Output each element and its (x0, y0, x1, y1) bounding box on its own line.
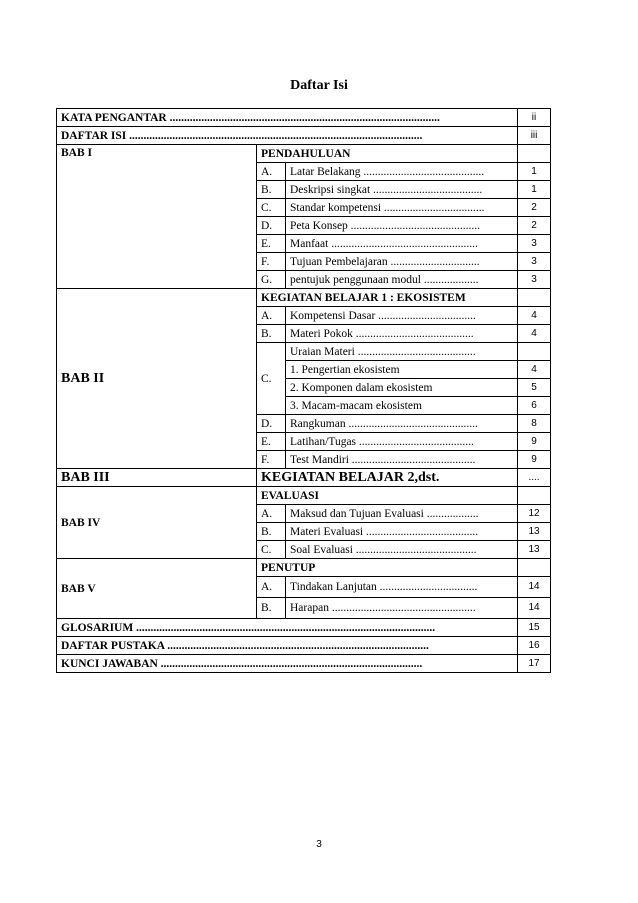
page-number: 3 (316, 839, 322, 850)
item-text: Uraian Materi ......................................... (286, 343, 518, 361)
toc-page-number (518, 145, 551, 163)
chapter-label-bab3: BAB III (57, 469, 257, 487)
item-text: Kompetensi Dasar .................................. (286, 307, 518, 325)
toc-page-number: 14 (518, 577, 551, 598)
chapter-heading: KEGIATAN BELAJAR 1 : EKOSISTEM (257, 289, 518, 307)
toc-page-number: 3 (518, 235, 551, 253)
item-letter: F. (257, 451, 286, 469)
table-of-contents (56, 108, 551, 673)
item-letter: E. (257, 433, 286, 451)
toc-page-number (518, 487, 551, 505)
item-text: Deskripsi singkat ...................................... (286, 181, 518, 199)
toc-label: KUNCI JAWABAN ........................................................................................... (57, 655, 518, 673)
item-letter: A. (257, 163, 286, 181)
item-text: Manfaat ................................................... (286, 235, 518, 253)
toc-page-number: 2 (518, 199, 551, 217)
item-letter: A. (257, 307, 286, 325)
page-title: Daftar Isi (290, 78, 348, 93)
item-text: Tindakan Lanjutan .................................. (286, 577, 518, 598)
item-text: Materi Evaluasi ....................................... (286, 523, 518, 541)
item-letter: C. (257, 199, 286, 217)
item-letter: F. (257, 253, 286, 271)
item-letter: B. (257, 598, 286, 619)
chapter-label-bab1: BAB I (57, 145, 257, 289)
toc-page-number: 4 (518, 361, 551, 379)
toc-row-bab4-heading (57, 487, 551, 505)
toc-page-number: 9 (518, 451, 551, 469)
item-text: Latihan/Tugas ........................................ (286, 433, 518, 451)
item-letter: A. (257, 505, 286, 523)
toc-label: DAFTAR PUSTAKA ........................................................................................... (57, 637, 518, 655)
toc-page-number: .... (518, 469, 551, 487)
item-text: Soal Evaluasi .......................................... (286, 541, 518, 559)
toc-page-number (518, 289, 551, 307)
toc-page-number: 3 (518, 271, 551, 289)
item-text: Test Mandiri ........................................... (286, 451, 518, 469)
toc-page-number (518, 343, 551, 361)
item-text: Maksud dan Tujuan Evaluasi .................. (286, 505, 518, 523)
item-letter: D. (257, 415, 286, 433)
toc-page-number: 2 (518, 217, 551, 235)
toc-page-number: 17 (518, 655, 551, 673)
chapter-label-bab4: BAB IV (57, 487, 257, 559)
item-text: Latar Belakang .......................................... (286, 163, 518, 181)
item-letter: G. (257, 271, 286, 289)
toc-page-number: 13 (518, 541, 551, 559)
toc-label: GLOSARIUM ........................................................................................................ (57, 619, 518, 637)
item-text: Tujuan Pembelajaran ............................... (286, 253, 518, 271)
item-letter: B. (257, 181, 286, 199)
chapter-heading: PENDAHULUAN (257, 145, 518, 163)
chapter-label-bab2: BAB II (57, 289, 257, 469)
item-letter: D. (257, 217, 286, 235)
toc-page-number: 5 (518, 379, 551, 397)
item-text: Rangkuman ............................................. (286, 415, 518, 433)
toc-page-number: 4 (518, 325, 551, 343)
toc-page-number: 6 (518, 397, 551, 415)
toc-page-number: 12 (518, 505, 551, 523)
item-letter: E. (257, 235, 286, 253)
chapter-heading: PENUTUP (257, 559, 518, 577)
toc-page-number: 9 (518, 433, 551, 451)
toc-page-number: 1 (518, 163, 551, 181)
toc-page-number: 3 (518, 253, 551, 271)
toc-page-number: 8 (518, 415, 551, 433)
toc-page-number: iii (518, 127, 551, 145)
toc-label: DAFTAR ISI ...................................................................................................... (57, 127, 518, 145)
toc-row-kunci-jawaban (57, 655, 551, 673)
toc-row-kata-pengantar (57, 109, 551, 127)
toc-row-bab2-heading (57, 289, 551, 307)
item-letter: B. (257, 523, 286, 541)
toc-page-number: 1 (518, 181, 551, 199)
item-letter: A. (257, 577, 286, 598)
item-letter: B. (257, 325, 286, 343)
toc-row-daftar-isi (57, 127, 551, 145)
chapter-label-bab5: BAB V (57, 559, 257, 619)
toc-row-glosarium (57, 619, 551, 637)
chapter-heading: KEGIATAN BELAJAR 2,dst. (257, 469, 518, 487)
toc-page-number: 15 (518, 619, 551, 637)
item-letter: C. (257, 541, 286, 559)
toc-page-number: 4 (518, 307, 551, 325)
item-text: 2. Komponen dalam ekosistem (286, 379, 518, 397)
item-text: 3. Macam-macam ekosistem (286, 397, 518, 415)
toc-page-number: 14 (518, 598, 551, 619)
toc-page-number: ii (518, 109, 551, 127)
toc-row-daftar-pustaka (57, 637, 551, 655)
item-text: 1. Pengertian ekosistem (286, 361, 518, 379)
toc-page-number: 13 (518, 523, 551, 541)
toc-row-bab5-heading (57, 559, 551, 577)
toc-page-number (518, 559, 551, 577)
item-text: Harapan .................................................. (286, 598, 518, 619)
toc-row-bab3 (57, 469, 551, 487)
item-text: pentujuk penggunaan modul ................... (286, 271, 518, 289)
toc-label: KATA PENGANTAR .............................................................................................. (57, 109, 518, 127)
item-text: Standar kompetensi ................................... (286, 199, 518, 217)
toc-row-bab1-heading (57, 145, 551, 163)
item-text: Peta Konsep ............................................. (286, 217, 518, 235)
item-letter: C. (257, 343, 286, 415)
toc-page-number: 16 (518, 637, 551, 655)
item-text: Materi Pokok ......................................... (286, 325, 518, 343)
chapter-heading: EVALUASI (257, 487, 518, 505)
